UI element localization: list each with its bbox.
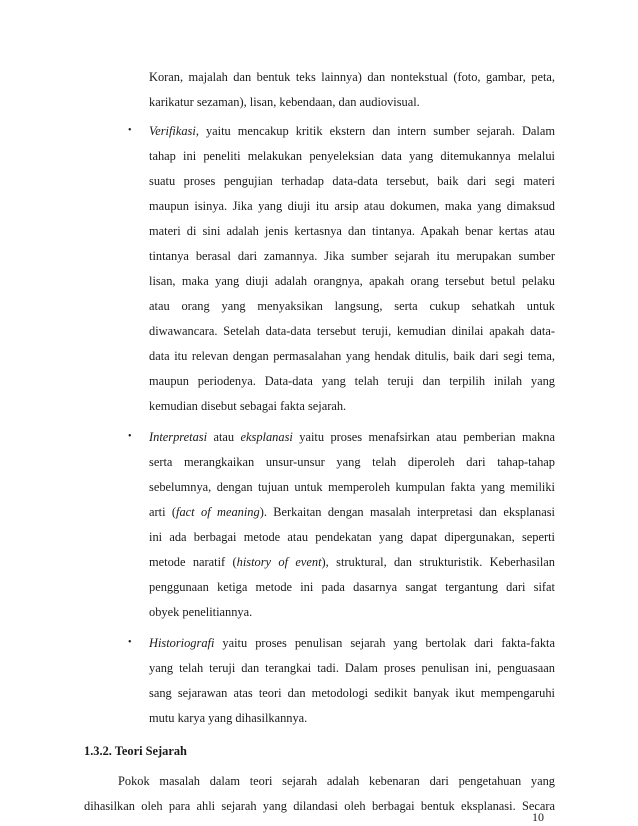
continuation-line: Koran, majalah dan bentuk teks lainnya) dan nontekstual (foto, gambar, peta, <box>149 70 555 84</box>
term-history-of-event: history of event <box>236 555 322 569</box>
bullet-line: serta merangkaikan unsur-unsur yang telah diperoleh dari tahap-tahap <box>149 455 555 469</box>
bullet-line: metode naratif (history of event), struktural, dan strukturistik. Keberhasilan <box>149 555 555 569</box>
bullet-line: maupun isinya. Jika yang diuji itu arsip atau dokumen, maka yang dimaksud <box>149 199 555 213</box>
term-verifikasi: Verifikasi <box>149 124 196 138</box>
bullet-line: sang sejarawan atas teori dan metodologi sedikit banyak ikut mempengaruhi <box>149 686 555 700</box>
bullet-line: ini ada berbagai metode atau pendekatan yang dapat dipergunakan, seperti <box>149 530 555 544</box>
bullet-interpretasi-first-line: Interpretasi atau eksplanasi yaitu proses menafsirkan atau pemberian makna <box>149 430 555 444</box>
bullet-line: arti (fact of meaning). Berkaitan dengan masalah interpretasi dan eksplanasi <box>149 505 555 519</box>
term-eksplanasi: eksplanasi <box>240 430 293 444</box>
term-interpretasi: Interpretasi <box>149 430 208 444</box>
bullet-line: penggunaan ketiga metode ini pada dasarnya sangat tergantung dari sifat <box>149 580 555 594</box>
bullet-line: suatu proses pengujian terhadap data-data tersebut, baik dari segi materi <box>149 174 555 188</box>
section-heading: 1.3.2. Teori Sejarah <box>84 744 187 758</box>
bullet-line: diwawancara. Setelah data-data tersebut teruji, kemudian dinilai apakah data- <box>149 324 555 338</box>
continuation-line: karikatur sezaman), lisan, kebendaan, dan audiovisual. <box>149 95 420 109</box>
bullet-verifikasi-first-line: Verifikasi, yaitu mencakup kritik ekstern dan intern sumber sejarah. Dalam <box>149 124 555 138</box>
bullet-line: lisan, maka yang diuji adalah orangnya, apakah orang tersebut betul pelaku <box>149 274 555 288</box>
bullet-marker: • <box>128 431 132 442</box>
bullet-line: sebelumnya, dengan tujuan untuk memperoleh kumpulan fakta yang memiliki <box>149 480 555 494</box>
bullet-historiografi-first-line: Historiografi yaitu proses penulisan sejarah yang bertolak dari fakta-fakta <box>149 636 555 650</box>
term-fact-of-meaning: fact of meaning <box>176 505 260 519</box>
bullet-marker: • <box>128 125 132 136</box>
page-number: 10 <box>532 810 544 824</box>
bullet-line: data itu relevan dengan permasalahan yang hendak ditulis, baik dari segi tema, <box>149 349 555 363</box>
bullet-line: obyek penelitiannya. <box>149 605 253 619</box>
bullet-marker: • <box>128 637 132 648</box>
bullet-line: maupun periodenya. Data-data yang telah teruji dan terpilih inilah yang <box>149 374 555 388</box>
bullet-line: tintanya berasal dari zamannya. Jika sumber sejarah itu merupakan sumber <box>149 249 555 263</box>
term-historiografi: Historiografi <box>149 636 215 650</box>
bullet-line: kemudian disebut sebagai fakta sejarah. <box>149 399 347 413</box>
bullet-line: mutu karya yang dihasilkannya. <box>149 711 308 725</box>
bullet-line: atau orang yang menyaksikan langsung, serta cukup sehatkah untuk <box>149 299 555 313</box>
bullet-line: materi di sini adalah jenis kertasnya dan tintanya. Apakah benar kertas atau <box>149 224 555 238</box>
paragraph-line: dihasilkan oleh para ahli sejarah yang dilandasi oleh berbagai bentuk eksplanasi. Secara <box>84 799 555 813</box>
bullet-line: yang telah teruji dan terangkai tadi. Dalam proses penulisan ini, penguasaan <box>149 661 555 675</box>
bullet-line: tahap ini peneliti melakukan penyeleksian data yang ditemukannya melalui <box>149 149 555 163</box>
paragraph-line: Pokok masalah dalam teori sejarah adalah kebenaran dari pengetahuan yang <box>118 774 555 788</box>
